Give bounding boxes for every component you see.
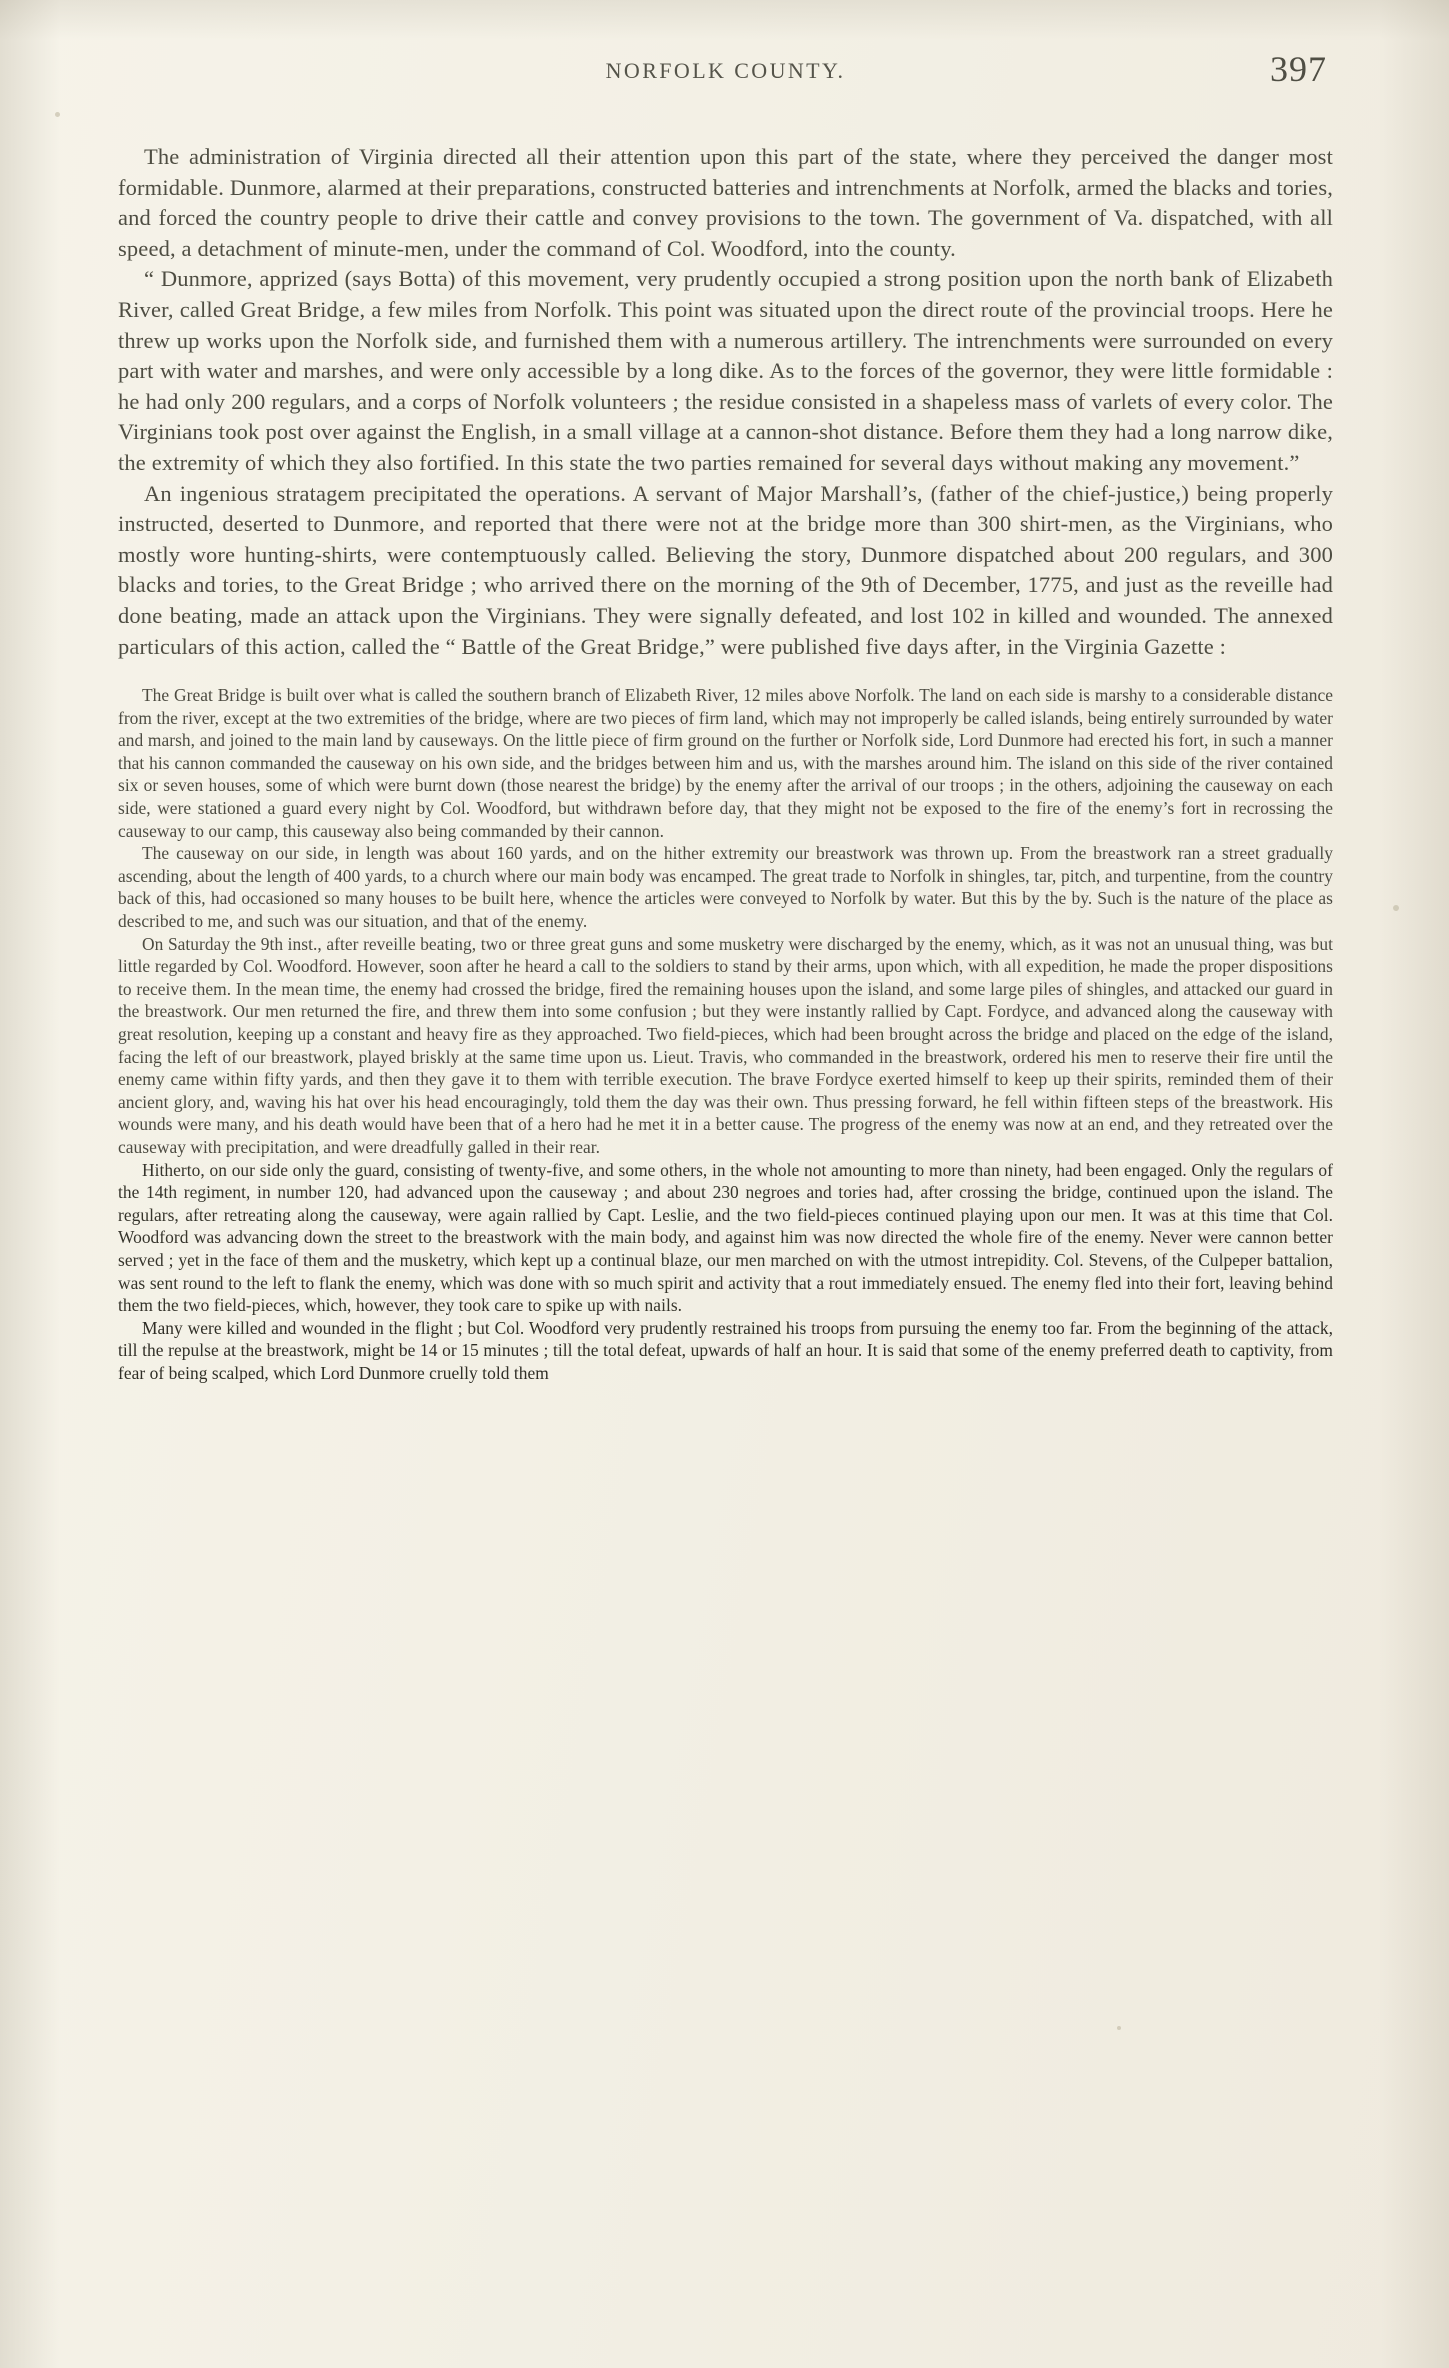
scan-speck xyxy=(1117,2026,1121,2030)
scan-speck xyxy=(55,112,60,117)
extract-paragraph: The Great Bridge is built over what is called the southern branch of Elizabeth River, 12 miles above Norfolk. The land on each side is marshy to a considerable distance from the river, except at the two extremities of the bridge, where are two pieces of firm land, which may not improperly be called islands, being entirely surrounded by water and marsh, and joined to the main land by causeways. On the little piece of firm ground on the further or Norfolk side, Lord Dunmore had erected his fort, in such a manner that his cannon commanded the causeway on his own side, and the bridges between him and us, with the marshes around him. The island on this side of the river contained six or seven houses, some of which were burnt down (those nearest the bridge) by the enemy after the arrival of our troops ; in the others, adjoining the causeway on each side, were stationed a guard every night by Col. Woodford, but withdrawn before day, that they might not be exposed to the fire of the enemy’s fort in recrossing the causeway to our camp, this causeway also being commanded by their cannon. xyxy=(118,685,1333,841)
extract-paragraph: On Saturday the 9th inst., after reveille beating, two or three great guns and some musketry were discharged by the enemy, which, as it was not an unusual thing, was but little regarded by Col. Woodford. However, soon after he heard a call to the soldiers to stand by their arms, upon which, with all expedition, he made the proper dispositions to receive them. In the mean time, the enemy had crossed the bridge, fired the remaining houses upon the island, and some large piles of shingles, and attacked our guard in the breastwork. Our men returned the fire, and threw them into some confusion ; but they were instantly rallied by Capt. Fordyce, and advanced along the causeway with great resolution, keeping up a constant and heavy fire as they approached. Two field-pieces, which had been brought across the bridge and placed on the edge of the island, facing the left of our breastwork, played briskly at the same time upon us. Lieut. Travis, who commanded in the breastwork, ordered his men to reserve their fire until the enemy came within fifty yards, and then they gave it to them with terrible execution. The brave Fordyce exerted himself to keep up their spirits, reminded them of their ancient glory, and, waving his hat over his head encouragingly, told them the day was their own. Thus pressing forward, he fell within fifteen steps of the breastwork. His wounds were many, and his death would have been that of a hero had he met it in a better cause. The progress of the enemy was now at an end, and they retreated over the causeway with precipitation, and were dreadfully galled in their rear. xyxy=(118,933,1333,1157)
running-head: NORFOLK COUNTY. xyxy=(605,58,846,83)
body-paragraph: “ Dunmore, apprized (says Botta) of this movement, very prudently occupied a strong position upon the north bank of Elizabeth River, called Great Bridge, a few miles from Norfolk. This point was situated upon the direct route of the provincial troops. Here he threw up works upon the Norfolk side, and furnished them with a numerous artillery. The intrenchments were surrounded on every part with water and marshes, and were only accessible by a long dike. As to the forces of the governor, they were little formidable : he had only 200 regulars, and a corps of Norfolk volunteers ; the residue consisted in a shapeless mass of varlets of every color. The Virginians took post over against the English, in a small village at a cannon-shot distance. Before them they had a long narrow dike, the extremity of which they also fortified. In this state the two parties remained for several days without making any movement.” xyxy=(118,266,1333,475)
extract-paragraph: Hitherto, on our side only the guard, consisting of twenty-five, and some others, in the whole not amounting to more than ninety, had been engaged. Only the regulars of the 14th regiment, in number 120, had advanced upon the causeway ; and about 230 negroes and tories had, after crossing the bridge, continued upon the island. The regulars, after retreating along the causeway, were again rallied by Capt. Leslie, and the two field-pieces continued playing upon our men. It was at this time that Col. Woodford was advancing down the street to the breastwork with the main body, and against him was now directed the whole fire of the enemy. Never were cannon better served ; yet in the face of them and the musketry, which kept up a continual blaze, our men marched on with the utmost intrepidity. Col. Stevens, of the Culpeper battalion, was sent round to the left to flank the enemy, which was done with so much spirit and activity that a rout immediately ensued. The enemy fled into their fort, leaving behind them the two field-pieces, which, however, they took care to spike up with nails. xyxy=(118,1159,1333,1316)
body-paragraph: The administration of Virginia directed all their attention upon this part of the state, where they perceived the danger most formidable. Dunmore, alarmed at their preparations, constructed batteries and intrenchments at Norfolk, armed the blacks and tories, and forced the country people to drive their cattle and convey provisions to the town. The government of Va. dispatched, with all speed, a detachment of minute-men, under the command of Col. Woodford, into the county. xyxy=(118,144,1333,261)
scan-speck xyxy=(1393,905,1399,911)
extract-paragraph: Many were killed and wounded in the flight ; but Col. Woodford very prudently restrained his troops from pursuing the enemy too far. From the beginning of the attack, till the repulse at the breastwork, might be 14 or 15 minutes ; till the total defeat, upwards of half an hour. It is said that some of the enemy preferred death to captivity, from fear of being scalped, which Lord Dunmore cruelly told them xyxy=(118,1317,1333,1383)
page-number: 397 xyxy=(1270,49,1327,89)
page-edge-shading-left xyxy=(0,0,60,2368)
page-edge-shading-right xyxy=(1379,0,1449,2368)
extract-paragraph: The causeway on our side, in length was about 160 yards, and on the hither extremity our breastwork was thrown up. From the breastwork ran a street gradually ascending, about the length of 400 yards, to a church where our main body was encamped. The great trade to Norfolk in shingles, tar, pitch, and turpentine, from the country back of this, had occasioned so many houses to be built here, whence the articles were conveyed to Norfolk by water. But this by the by. Such is the nature of the place as described to me, and such was our situation, and that of the enemy. xyxy=(118,843,1333,932)
body-text xyxy=(118,142,1333,662)
page-edge-shading-top xyxy=(0,0,1449,40)
page-header xyxy=(118,49,1333,104)
quoted-extract xyxy=(118,684,1333,1384)
body-paragraph: An ingenious stratagem precipitated the operations. A servant of Major Marshall’s, (father of the chief-justice,) being properly instructed, deserted to Dunmore, and reported that there were not at the bridge more than 300 shirt-men, as the Virginians, who mostly wore hunting-shirts, were contemptuously called. Believing the story, Dunmore dispatched about 200 regulars, and 300 blacks and tories, to the Great Bridge ; who arrived there on the morning of the 9th of December, 1775, and just as the reveille had done beating, made an attack upon the Virginians. They were signally defeated, and lost 102 in killed and wounded. The annexed particulars of this action, called the “ Battle of the Great Bridge,” were published five days after, in the Virginia Gazette : xyxy=(118,480,1333,659)
